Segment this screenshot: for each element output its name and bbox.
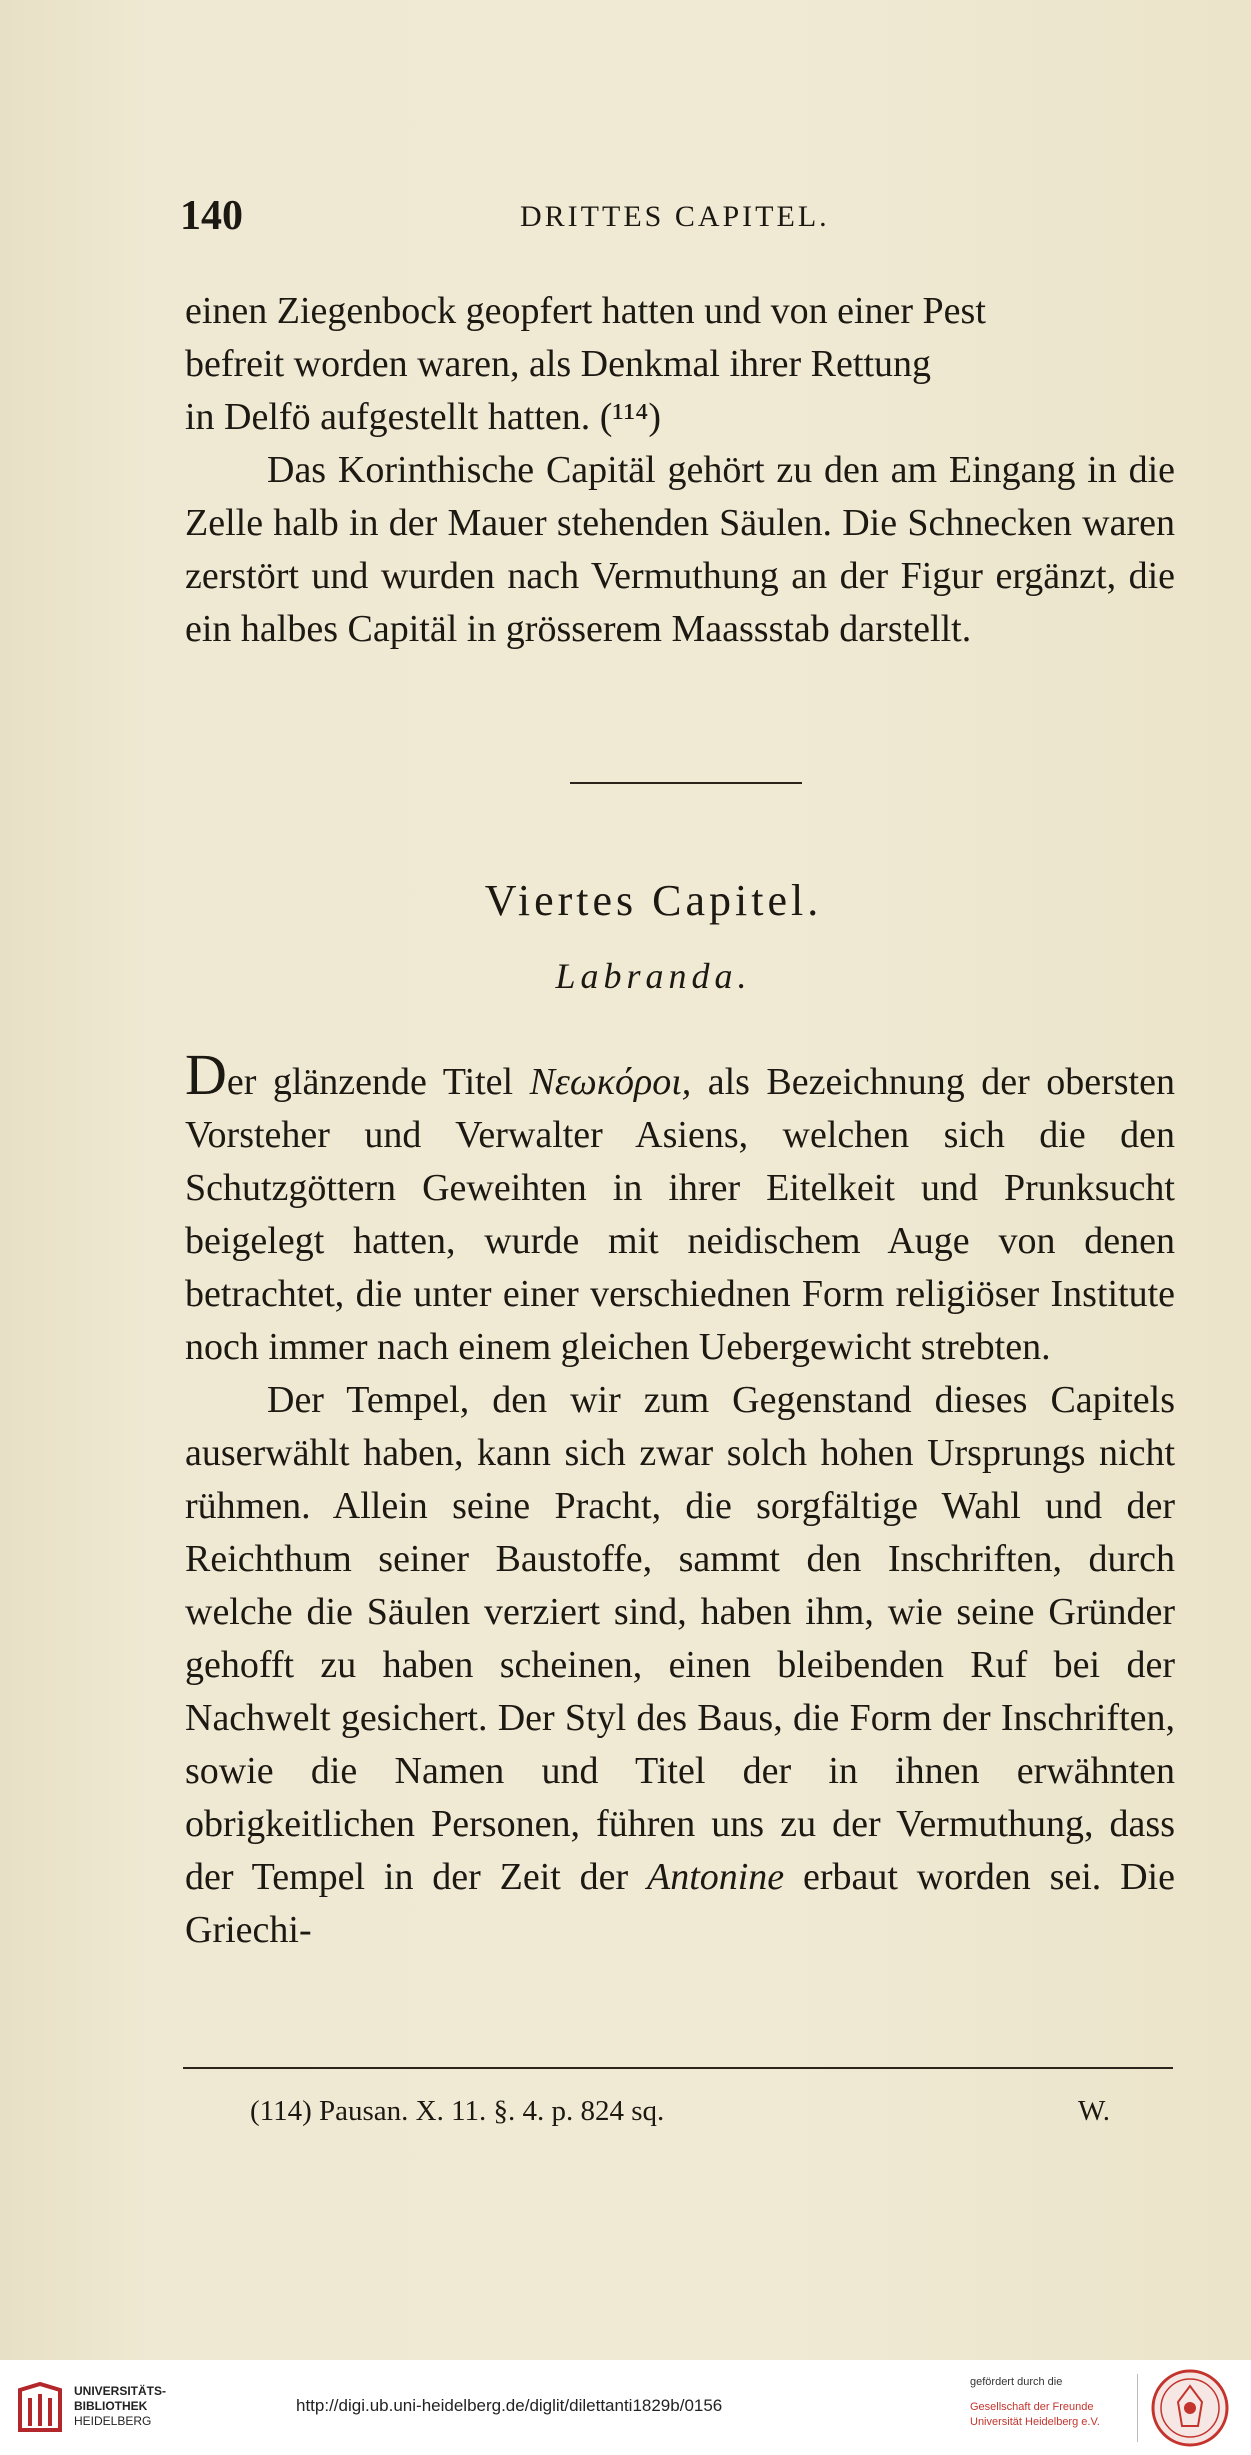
chapter-title: Viertes Capitel. <box>484 876 823 925</box>
paragraph-3-rest: als Bezeichnung der obersten Vorsteher und Verwalter Asiens, welchen sich die den Schutzgöttern Geweihten in ihrer Eitelkeit und Prunksucht beigelegt hatten, wurde mit neidischem Auge von denen betrachtet, die unter einer verschiednen Form religiöser Institute noch immer nach einem gleichen Uebergewicht strebten. <box>185 1061 1175 1368</box>
paragraph-1-line-2: befreit worden waren, als Denkmal ihrer Rettung <box>185 343 932 385</box>
paragraph-1 <box>185 285 1175 444</box>
library-line-1: UNIVERSITÄTS- <box>74 2384 167 2398</box>
section-divider <box>570 782 802 784</box>
library-logo-icon[interactable] <box>14 2380 66 2436</box>
paragraph-4-part-2: erbaut worden sei. Die Griechi- <box>185 1856 1175 1951</box>
society-name[interactable] <box>970 2400 1100 2430</box>
footnote-signature: W. <box>1078 2095 1110 2127</box>
page-number: 140 <box>180 193 243 239</box>
permalink-url[interactable]: http://digi.ub.uni-heidelberg.de/diglit/dilettanti1829b/0156 <box>296 2396 723 2415</box>
chapter-subtitle: Labranda. <box>555 956 752 996</box>
footnote-text: (114) Pausan. X. 11. §. 4. p. 824 sq. <box>250 2095 665 2127</box>
italic-antonine: Antonine <box>646 1856 785 1898</box>
university-seal-icon[interactable] <box>1150 2368 1230 2448</box>
text-block-main <box>185 1042 1175 1957</box>
paragraph-4-part-1: Der Tempel, den wir zum Gegenstand dieses Capitels auserwählt haben, kann sich zwar solch hohen Ursprungs nicht rühmen. Allein seine Pracht, die sorgfältige Wahl und der Reichthum seiner Baustoffe, sammt den Inschriften, durch welche die Säulen verziert sind, haben ihm, wie seine Gründer gehofft zu haben scheinen, einen bleibenden Ruf bei der Nachwelt gesichert. Der Styl des Baus, die Form der Inschriften, sowie die Namen und Titel der in ihnen erwähnten obrigkeitlichen Personen, führen uns zu der Vermuthung, dass der Tempel in der Zeit der <box>185 1379 1175 1898</box>
drop-cap: D <box>185 1042 227 1107</box>
paragraph-1-line-3: in Delfö aufgestellt hatten. (¹¹⁴) <box>185 396 662 438</box>
digitization-footer <box>0 2360 1251 2455</box>
library-name[interactable] <box>74 2384 166 2429</box>
paragraph-2: Das Korinthische Capitäl gehört zu den am Eingang in die Zelle halb in der Mauer stehenden Säulen. Die Schnecken waren zerstört und wurden nach Vermuthung an der Figur ergänzt, die ein halbes Capitäl in grösserem Maassstab darstellt. <box>185 449 1175 650</box>
library-line-2: BIBLIOTHEK <box>74 2399 148 2413</box>
funded-by-label: gefördert durch die <box>970 2376 1063 2388</box>
paragraph-3-lead: er glänzende Titel <box>226 1061 530 1103</box>
society-line-2: Universität Heidelberg e.V. <box>970 2416 1100 2428</box>
paragraph-1-line-1: einen Ziegenbock geopfert hatten und von einer Pest <box>185 290 986 332</box>
footnote-rule <box>183 2067 1173 2069</box>
running-head: DRITTES CAPITEL. <box>520 200 830 233</box>
greek-term: Νεωκόροι, <box>529 1061 692 1103</box>
page-header <box>180 192 1175 252</box>
footnote <box>250 2095 1110 2128</box>
paragraph-3 <box>185 1042 1175 1374</box>
text-block-top <box>185 285 1175 656</box>
footer-divider <box>1137 2374 1138 2442</box>
society-line-1: Gesellschaft der Freunde <box>970 2401 1094 2413</box>
library-line-3: HEIDELBERG <box>74 2414 152 2428</box>
paragraph-4 <box>185 1374 1175 1957</box>
